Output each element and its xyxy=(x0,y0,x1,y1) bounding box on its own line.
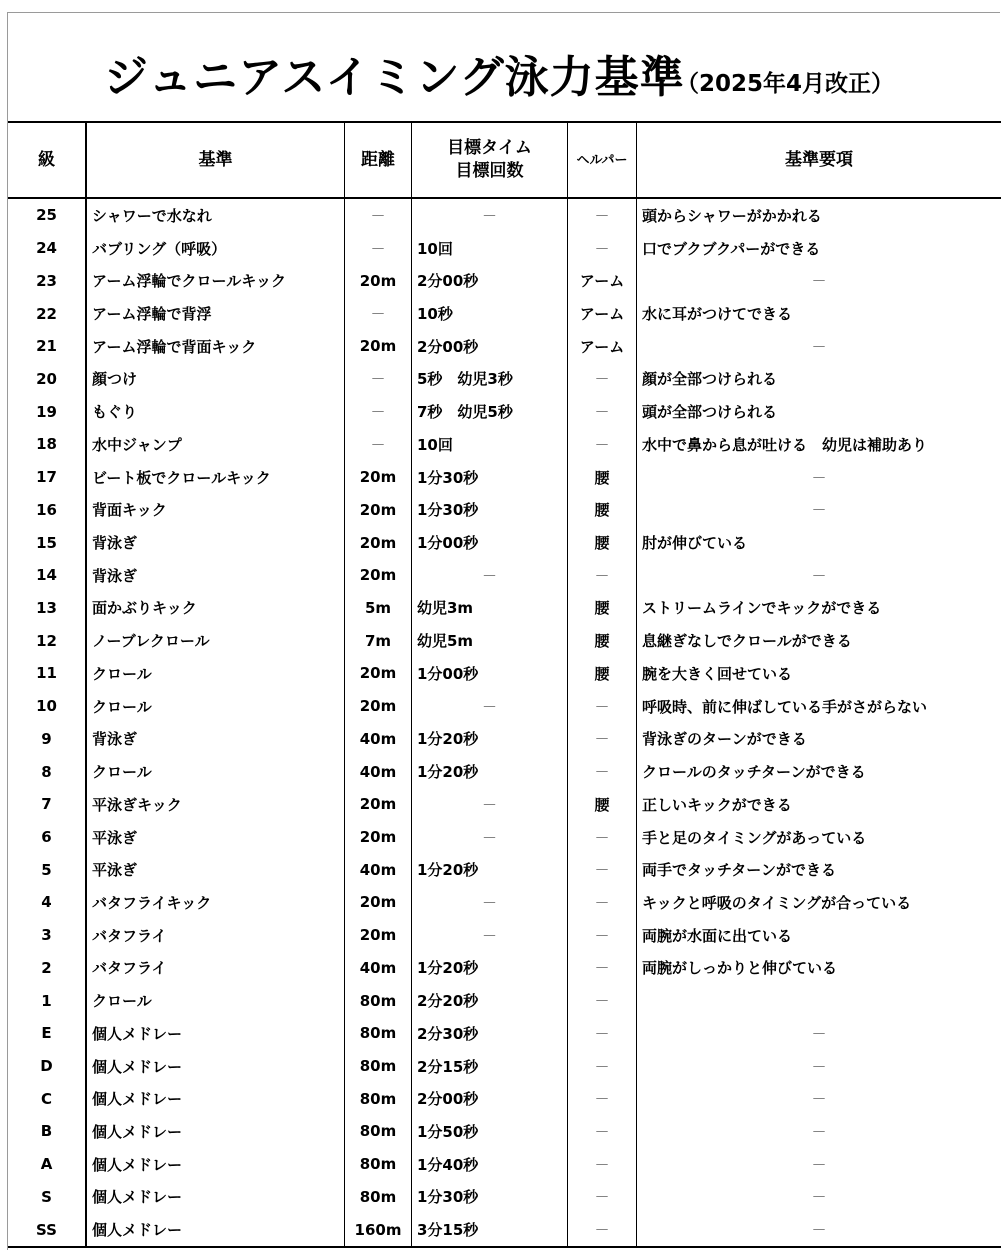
table-row xyxy=(8,395,1001,428)
helper-cell: － xyxy=(568,690,637,723)
helper-cell: － xyxy=(568,1082,637,1115)
grade-cell: E xyxy=(41,1024,52,1043)
target-cell: 2分00秒 xyxy=(412,1082,568,1115)
criteria-cell: 平泳ぎ xyxy=(86,853,345,886)
helper-cell: － xyxy=(568,821,637,854)
criteria-cell: バタフライ xyxy=(86,919,345,952)
grade-cell: 24 xyxy=(36,239,57,258)
distance-cell: 20m xyxy=(345,461,412,494)
target-cell: 1分30秒 xyxy=(412,493,568,526)
helper-cell: － xyxy=(568,198,637,232)
table-row xyxy=(8,461,1001,494)
helper-cell: 腰 xyxy=(568,461,637,494)
requirements-cell: － xyxy=(637,1017,1002,1050)
requirements-cell: 頭からシャワーがかかれる xyxy=(637,198,1002,232)
header-target xyxy=(412,122,568,198)
helper-cell: － xyxy=(568,1148,637,1181)
title-row xyxy=(8,13,1001,121)
criteria-cell: 個人メドレー xyxy=(86,1213,345,1247)
requirements-cell: － xyxy=(637,461,1002,494)
helper-cell: 腰 xyxy=(568,493,637,526)
swimming-standards-table xyxy=(8,121,1001,1248)
grade-cell: 7 xyxy=(41,795,52,814)
target-cell: － xyxy=(412,690,568,723)
distance-cell: 20m xyxy=(345,526,412,559)
criteria-cell: クロール xyxy=(86,657,345,690)
target-cell: 幼児3m xyxy=(412,592,568,625)
requirements-cell: － xyxy=(637,1181,1002,1214)
helper-cell: － xyxy=(568,363,637,396)
criteria-cell: アーム浮輪で背面キック xyxy=(86,330,345,363)
table-row xyxy=(8,952,1001,985)
grade-cell: 22 xyxy=(36,304,57,323)
criteria-cell: 面かぶりキック xyxy=(86,592,345,625)
grade-cell: 10 xyxy=(36,697,57,716)
grade-cell: 5 xyxy=(41,860,52,879)
helper-cell: アーム xyxy=(568,264,637,297)
target-cell: 2分20秒 xyxy=(412,984,568,1017)
header-criteria: 基準 xyxy=(86,122,345,198)
requirements-cell: 腕を大きく回せている xyxy=(637,657,1002,690)
target-cell: 2分15秒 xyxy=(412,1050,568,1083)
target-cell: － xyxy=(412,886,568,919)
table-row xyxy=(8,232,1001,265)
grade-cell: 9 xyxy=(41,729,52,748)
helper-cell: － xyxy=(568,755,637,788)
criteria-cell: 個人メドレー xyxy=(86,1148,345,1181)
criteria-cell: ノーブレクロール xyxy=(86,624,345,657)
header-helper: ヘルパー xyxy=(568,122,637,198)
helper-cell: － xyxy=(568,886,637,919)
requirements-cell: クロールのタッチターンができる xyxy=(637,755,1002,788)
requirements-cell: ストリームラインでキックができる xyxy=(637,592,1002,625)
helper-cell: － xyxy=(568,559,637,592)
header-grade: 級 xyxy=(8,122,86,198)
table-row xyxy=(8,363,1001,396)
header-target-line2: 目標回数 xyxy=(455,161,524,181)
grade-cell: 11 xyxy=(36,664,57,683)
distance-cell: 20m xyxy=(345,493,412,526)
table-row xyxy=(8,723,1001,756)
table-row xyxy=(8,690,1001,723)
grade-cell: B xyxy=(40,1122,53,1141)
target-cell: 2分00秒 xyxy=(412,264,568,297)
helper-cell: － xyxy=(568,723,637,756)
criteria-cell: 平泳ぎ xyxy=(86,821,345,854)
target-cell: 幼児5m xyxy=(412,624,568,657)
requirements-cell: － xyxy=(637,493,1002,526)
requirements-cell: 正しいキックができる xyxy=(637,788,1002,821)
criteria-cell: シャワーで水なれ xyxy=(86,198,345,232)
grade-cell: 17 xyxy=(36,468,57,487)
criteria-cell: 水中ジャンプ xyxy=(86,428,345,461)
grade-cell: 16 xyxy=(36,500,57,519)
target-cell: 1分00秒 xyxy=(412,526,568,559)
grade-cell: C xyxy=(40,1089,52,1108)
requirements-cell: 背泳ぎのターンができる xyxy=(637,723,1002,756)
helper-cell: － xyxy=(568,1213,637,1247)
table-row xyxy=(8,1050,1001,1083)
requirements-cell: － xyxy=(637,1213,1002,1247)
distance-cell: 20m xyxy=(345,919,412,952)
criteria-cell: 背泳ぎ xyxy=(86,559,345,592)
grade-cell: 2 xyxy=(41,958,52,977)
distance-cell: 40m xyxy=(345,755,412,788)
distance-cell: － xyxy=(345,395,412,428)
distance-cell: － xyxy=(345,297,412,330)
criteria-cell: 背泳ぎ xyxy=(86,526,345,559)
requirements-cell: － xyxy=(637,1082,1002,1115)
criteria-cell: 背面キック xyxy=(86,493,345,526)
helper-cell: － xyxy=(568,395,637,428)
target-cell: 2分30秒 xyxy=(412,1017,568,1050)
table-row xyxy=(8,821,1001,854)
requirements-cell xyxy=(637,984,1002,1017)
helper-cell: － xyxy=(568,853,637,886)
grade-cell: 8 xyxy=(41,762,52,781)
criteria-cell: 個人メドレー xyxy=(86,1181,345,1214)
grade-cell: 1 xyxy=(41,991,52,1010)
target-cell: 5秒 幼児3秒 xyxy=(412,363,568,396)
helper-cell: 腰 xyxy=(568,592,637,625)
requirements-cell: 両腕が水面に出ている xyxy=(637,919,1002,952)
target-cell: 10秒 xyxy=(412,297,568,330)
criteria-cell: バタフライキック xyxy=(86,886,345,919)
target-cell: 1分00秒 xyxy=(412,657,568,690)
document-sheet xyxy=(7,12,1000,1250)
helper-cell: － xyxy=(568,232,637,265)
table-row xyxy=(8,919,1001,952)
table-row xyxy=(8,1017,1001,1050)
page-title: ジュニアスイミング泳力基準 xyxy=(104,52,685,103)
grade-cell: 6 xyxy=(41,828,52,847)
criteria-cell: もぐり xyxy=(86,395,345,428)
criteria-cell: 平泳ぎキック xyxy=(86,788,345,821)
grade-cell: 3 xyxy=(41,926,52,945)
criteria-cell: 個人メドレー xyxy=(86,1050,345,1083)
grade-cell: 12 xyxy=(36,631,57,650)
requirements-cell: － xyxy=(637,330,1002,363)
table-row xyxy=(8,428,1001,461)
distance-cell: 20m xyxy=(345,690,412,723)
criteria-cell: 個人メドレー xyxy=(86,1017,345,1050)
table-row xyxy=(8,493,1001,526)
target-cell: 10回 xyxy=(412,428,568,461)
target-cell: 1分30秒 xyxy=(412,461,568,494)
target-cell: － xyxy=(412,919,568,952)
table-row xyxy=(8,526,1001,559)
grade-cell: 25 xyxy=(36,206,57,225)
grade-cell: 23 xyxy=(36,271,57,290)
target-cell: 2分00秒 xyxy=(412,330,568,363)
requirements-cell: － xyxy=(637,559,1002,592)
criteria-cell: アーム浮輪でクロールキック xyxy=(86,264,345,297)
requirements-cell: － xyxy=(637,1115,1002,1148)
distance-cell: 20m xyxy=(345,821,412,854)
criteria-cell: 顔つけ xyxy=(86,363,345,396)
criteria-cell: クロール xyxy=(86,984,345,1017)
table-row xyxy=(8,1082,1001,1115)
table-row xyxy=(8,755,1001,788)
grade-cell: D xyxy=(40,1057,53,1076)
distance-cell: 160m xyxy=(345,1213,412,1247)
grade-cell: 15 xyxy=(36,533,57,552)
target-cell: 7秒 幼児5秒 xyxy=(412,395,568,428)
requirements-cell: 呼吸時、前に伸ばしている手がさがらない xyxy=(637,690,1002,723)
table-body xyxy=(8,198,1001,1247)
target-cell: － xyxy=(412,198,568,232)
requirements-cell: 肘が伸びている xyxy=(637,526,1002,559)
header-requirements: 基準要項 xyxy=(637,122,1002,198)
distance-cell: 20m xyxy=(345,788,412,821)
requirements-cell: － xyxy=(637,264,1002,297)
helper-cell: － xyxy=(568,1017,637,1050)
grade-cell: 13 xyxy=(36,598,57,617)
distance-cell: 80m xyxy=(345,1148,412,1181)
distance-cell: 80m xyxy=(345,1115,412,1148)
distance-cell: － xyxy=(345,363,412,396)
table-row xyxy=(8,657,1001,690)
helper-cell: 腰 xyxy=(568,624,637,657)
distance-cell: 40m xyxy=(345,723,412,756)
table-row xyxy=(8,853,1001,886)
helper-cell: 腰 xyxy=(568,526,637,559)
requirements-cell: 手と足のタイミングがあっている xyxy=(637,821,1002,854)
table-row xyxy=(8,1213,1001,1247)
helper-cell: － xyxy=(568,952,637,985)
criteria-cell: 個人メドレー xyxy=(86,1115,345,1148)
grade-cell: A xyxy=(40,1155,53,1174)
requirements-cell: － xyxy=(637,1050,1002,1083)
requirements-cell: 頭が全部つけられる xyxy=(637,395,1002,428)
grade-cell: S xyxy=(41,1187,52,1206)
requirements-cell: 水中で鼻から息が吐ける 幼児は補助あり xyxy=(637,428,1002,461)
grade-cell: 20 xyxy=(36,369,57,388)
distance-cell: 80m xyxy=(345,1181,412,1214)
target-cell: 1分20秒 xyxy=(412,853,568,886)
requirements-cell: 息継ぎなしでクロールができる xyxy=(637,624,1002,657)
revision-date: （2025年4月改正） xyxy=(676,71,895,97)
criteria-cell: クロール xyxy=(86,755,345,788)
helper-cell: － xyxy=(568,1181,637,1214)
distance-cell: － xyxy=(345,232,412,265)
table-row xyxy=(8,297,1001,330)
target-cell: 1分20秒 xyxy=(412,723,568,756)
distance-cell: 7m xyxy=(345,624,412,657)
criteria-cell: 個人メドレー xyxy=(86,1082,345,1115)
table-row xyxy=(8,330,1001,363)
table-row xyxy=(8,559,1001,592)
helper-cell: － xyxy=(568,919,637,952)
table-row xyxy=(8,624,1001,657)
distance-cell: 20m xyxy=(345,330,412,363)
table-row xyxy=(8,1181,1001,1214)
grade-cell: SS xyxy=(36,1220,57,1239)
target-cell: － xyxy=(412,788,568,821)
distance-cell: 80m xyxy=(345,1017,412,1050)
requirements-cell: － xyxy=(637,1148,1002,1181)
distance-cell: 80m xyxy=(345,1050,412,1083)
header-distance: 距離 xyxy=(345,122,412,198)
distance-cell: 20m xyxy=(345,559,412,592)
table-row xyxy=(8,788,1001,821)
distance-cell: － xyxy=(345,428,412,461)
target-cell: 3分15秒 xyxy=(412,1213,568,1247)
requirements-cell: キックと呼吸のタイミングが合っている xyxy=(637,886,1002,919)
helper-cell: － xyxy=(568,1050,637,1083)
table-row xyxy=(8,886,1001,919)
grade-cell: 14 xyxy=(36,566,57,585)
distance-cell: 80m xyxy=(345,984,412,1017)
criteria-cell: クロール xyxy=(86,690,345,723)
criteria-cell: アーム浮輪で背浮 xyxy=(86,297,345,330)
table-row xyxy=(8,984,1001,1017)
target-cell: 1分20秒 xyxy=(412,755,568,788)
table-row xyxy=(8,1148,1001,1181)
grade-cell: 4 xyxy=(41,893,52,912)
helper-cell: アーム xyxy=(568,330,637,363)
criteria-cell: 背泳ぎ xyxy=(86,723,345,756)
target-cell: － xyxy=(412,821,568,854)
table-row xyxy=(8,264,1001,297)
requirements-cell: 水に耳がつけてできる xyxy=(637,297,1002,330)
table-row xyxy=(8,592,1001,625)
helper-cell: － xyxy=(568,984,637,1017)
table-row xyxy=(8,198,1001,232)
distance-cell: 20m xyxy=(345,886,412,919)
table-row xyxy=(8,1115,1001,1148)
distance-cell: 40m xyxy=(345,853,412,886)
helper-cell: アーム xyxy=(568,297,637,330)
target-cell: 1分30秒 xyxy=(412,1181,568,1214)
helper-cell: 腰 xyxy=(568,657,637,690)
helper-cell: － xyxy=(568,428,637,461)
distance-cell: 5m xyxy=(345,592,412,625)
distance-cell: 80m xyxy=(345,1082,412,1115)
requirements-cell: 両手でタッチターンができる xyxy=(637,853,1002,886)
requirements-cell: 顔が全部つけられる xyxy=(637,363,1002,396)
header-row xyxy=(8,122,1001,198)
target-cell: 1分50秒 xyxy=(412,1115,568,1148)
target-cell: － xyxy=(412,559,568,592)
requirements-cell: 口でブクブクパーができる xyxy=(637,232,1002,265)
helper-cell: － xyxy=(568,1115,637,1148)
requirements-cell: 両腕がしっかりと伸びている xyxy=(637,952,1002,985)
target-cell: 10回 xyxy=(412,232,568,265)
grade-cell: 21 xyxy=(36,337,57,356)
distance-cell: 20m xyxy=(345,264,412,297)
target-cell: 1分40秒 xyxy=(412,1148,568,1181)
criteria-cell: ビート板でクロールキック xyxy=(86,461,345,494)
target-cell: 1分20秒 xyxy=(412,952,568,985)
grade-cell: 18 xyxy=(36,435,57,454)
criteria-cell: バブリング（呼吸） xyxy=(86,232,345,265)
distance-cell: 40m xyxy=(345,952,412,985)
helper-cell: 腰 xyxy=(568,788,637,821)
distance-cell: 20m xyxy=(345,657,412,690)
header-target-line1: 目標タイム xyxy=(447,138,532,158)
grade-cell: 19 xyxy=(36,402,57,421)
criteria-cell: バタフライ xyxy=(86,952,345,985)
distance-cell: － xyxy=(345,198,412,232)
